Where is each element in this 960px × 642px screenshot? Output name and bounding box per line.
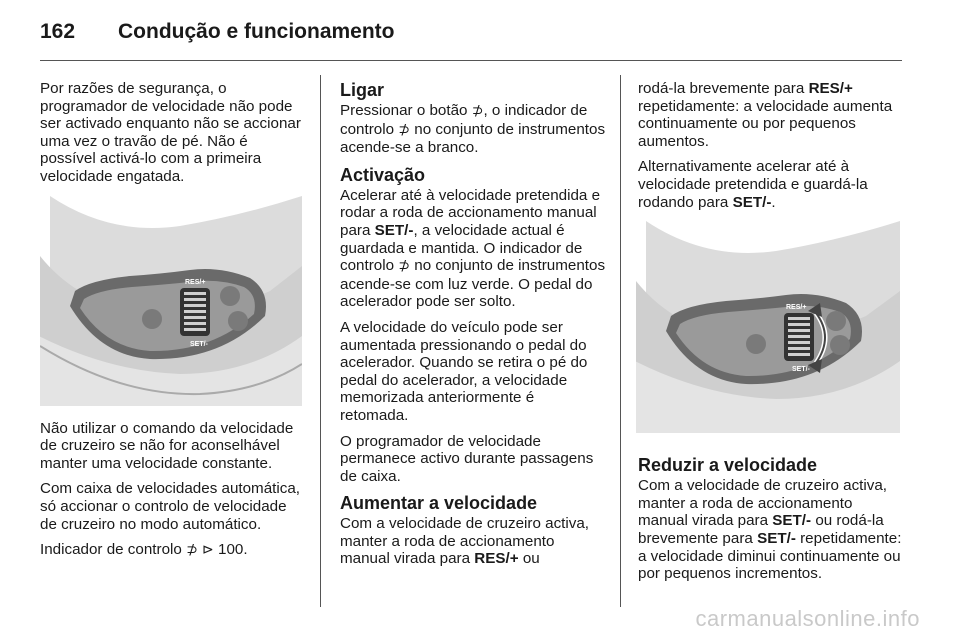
reduzir-set-2: SET/-: [757, 529, 796, 547]
cruise-control-icon: ⊅: [398, 258, 411, 275]
column-divider-2: [620, 75, 621, 607]
cruise-control-icon: ⊅: [398, 121, 411, 138]
control-indicator-paragraph: [40, 541, 302, 560]
aumentar-paragraph: [340, 515, 606, 568]
page-number: 162: [40, 20, 76, 43]
reduzir-text-c: repetidamente: a velocidade diminui continuamente ou por pequenos incrementos.: [638, 529, 902, 583]
reference-arrow-icon: ⊳: [202, 542, 214, 559]
page-header: [40, 20, 902, 50]
control-indicator-text: Indicador de controlo: [40, 541, 182, 559]
alternative-paragraph: [638, 158, 904, 211]
fig1-label-res: RES/+: [185, 278, 206, 286]
activacao-set: SET/-: [374, 221, 414, 239]
column-3: [638, 80, 904, 591]
ligar-text-b: , o indicador de controlo: [340, 102, 588, 138]
ligar-text-c: no conjunto de instrumentos acende-se a branco.: [340, 120, 606, 157]
activacao-text-b: , a velocidade actual é guardada e mantida. O indicador de controlo: [340, 221, 583, 275]
steering-wheel-figure-2: [636, 221, 900, 433]
column-divider-1: [320, 75, 321, 607]
safety-paragraph: Por razões de segurança, o programador de velocidade não pode ser activado enquanto não se accionar uma vez o travão de pé. Não é possível activá-lo com a primeira velocidade engatada.: [40, 80, 301, 185]
fig1-label-set: SET/-: [190, 340, 208, 348]
heading-aumentar: Aumentar a velocidade: [340, 493, 538, 514]
acelerador-paragraph: A velocidade do veículo pode ser aumentada pressionando o pedal do acelerador. Quando se retira o pé do pedal do acelerador, a velocidade memorizada anteriormente é retomada.: [340, 318, 588, 424]
activacao-paragraph: [340, 187, 606, 311]
automatic-gearbox-paragraph: Com caixa de velocidades automática, só accionar o controlo de velocidade de cruzeiro no modo automático.: [40, 480, 301, 533]
alternative-text-b: .: [771, 193, 776, 211]
header-rule: [40, 60, 902, 61]
fig2-label-set: SET/-: [792, 366, 810, 374]
passagens-paragraph: O programador de velocidade permanece activo durante passagens de caixa.: [340, 432, 594, 485]
alternative-text-a: Alternativamente acelerar até à velocidade pretendida e guardá-la rodando para: [638, 158, 868, 211]
heading-reduzir: Reduzir a velocidade: [638, 455, 818, 476]
reference-page: 100.: [218, 541, 248, 559]
alternative-set: SET/-: [732, 193, 772, 211]
reduzir-text-b: ou rodá-la brevemente para: [638, 512, 884, 547]
column-2: [340, 80, 606, 576]
cruise-control-icon: ⊅: [471, 103, 484, 119]
reduzir-set-1: SET/-: [772, 512, 812, 530]
continuation-paragraph: [638, 80, 904, 150]
reduzir-paragraph: [638, 477, 904, 583]
heading-ligar: Ligar: [340, 80, 385, 100]
activacao-text-a: Acelerar até à velocidade pretendida e rodar a roda de accionamento manual para: [340, 186, 601, 239]
continuation-text-b: repetidamente: a velocidade aumenta continuamente ou por pequenos aumentos.: [638, 97, 893, 150]
continuation-text-a: rodá-la brevemente para: [638, 80, 805, 97]
reduzir-text-a: Com a velocidade de cruzeiro activa, manter a roda de accionamento manual virada para: [638, 477, 888, 530]
ligar-text-a: Pressionar o botão: [340, 102, 468, 119]
aumentar-text-a: Com a velocidade de cruzeiro activa, manter a roda de accionamento manual virada para: [340, 515, 590, 568]
steering-wheel-figure-1: [40, 196, 302, 406]
chapter-title: Condução e funcionamento: [118, 20, 395, 43]
continuation-res: RES/+: [808, 80, 853, 97]
heading-activacao: Activação: [340, 164, 426, 185]
activacao-text-c: no conjunto de instrumentos acende-se com luz verde. O pedal do acelerador pode ser solto.: [340, 257, 606, 311]
ligar-paragraph: [340, 102, 606, 157]
fig2-label-res: RES/+: [786, 304, 807, 312]
cruise-control-icon: ⊅: [186, 542, 198, 559]
aumentar-res: RES/+: [474, 550, 519, 568]
aumentar-text-b: ou: [522, 550, 540, 568]
column-1: [40, 80, 302, 568]
watermark: carmanualsonline.info: [695, 606, 920, 631]
constant-speed-paragraph: Não utilizar o comando da velocidade de cruzeiro se não for aconselhável manter uma velocidade constante.: [40, 419, 294, 472]
